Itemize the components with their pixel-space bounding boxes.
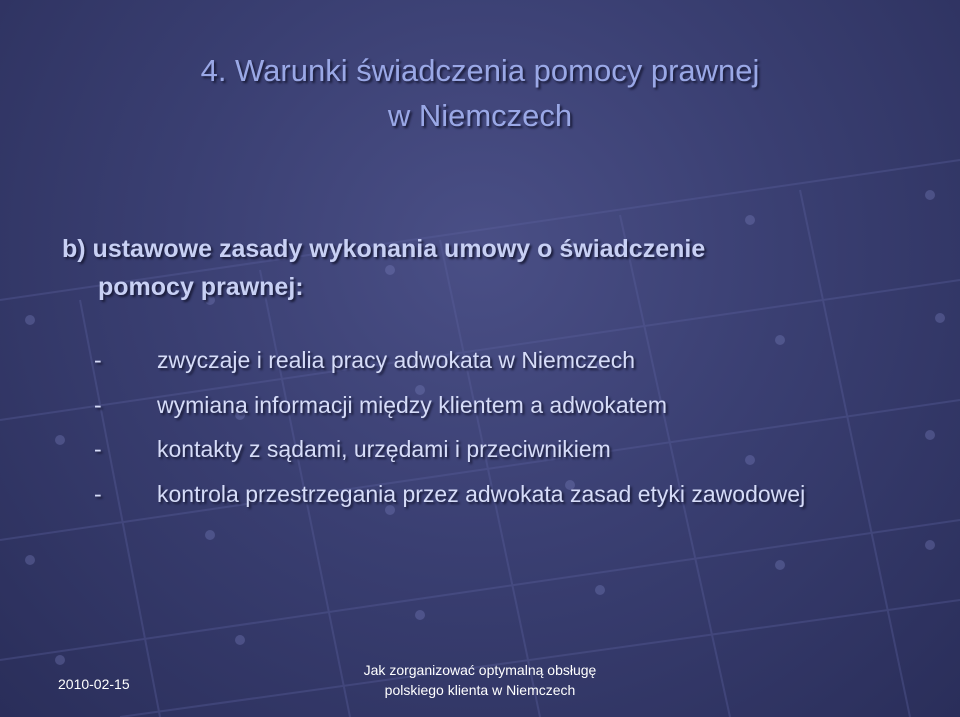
bullet-list	[94, 338, 934, 516]
footer-caption	[300, 660, 660, 700]
list-item	[94, 338, 934, 383]
list-item	[94, 427, 934, 472]
subheading-line1: b) ustawowe zasady wykonania umowy o świadczenie	[62, 235, 706, 263]
list-item	[94, 383, 934, 428]
list-item	[94, 472, 934, 517]
bullet-dash: -	[94, 391, 102, 418]
subheading-line2: pomocy prawnej:	[98, 273, 304, 301]
bullet-dash: -	[94, 347, 102, 373]
slide-title	[0, 48, 960, 138]
slide-title-line2: w Niemczech	[387, 98, 573, 133]
bullet-text: zwyczaje i realia pracy adwokata w Niemczech	[157, 347, 636, 373]
slide-title-line1: 4. Warunki świadczenia pomocy prawnej	[200, 53, 760, 88]
footer-caption-line2: polskiego klienta w Niemczech	[384, 682, 576, 698]
section-subheading	[62, 230, 922, 306]
bullet-text: wymiana informacji między klientem a adwokatem	[157, 391, 668, 418]
bullet-text: kontakty z sądami, urzędami i przeciwnikiem	[157, 436, 611, 462]
footer-date: 2010-02-15	[58, 676, 130, 692]
bullet-dash: -	[94, 480, 102, 507]
bullet-text: kontrola przestrzegania przez adwokata zasad etyki zawodowej	[157, 480, 806, 507]
footer-caption-line1: Jak zorganizować optymalną obsługę	[363, 662, 597, 678]
bullet-dash: -	[94, 436, 102, 462]
